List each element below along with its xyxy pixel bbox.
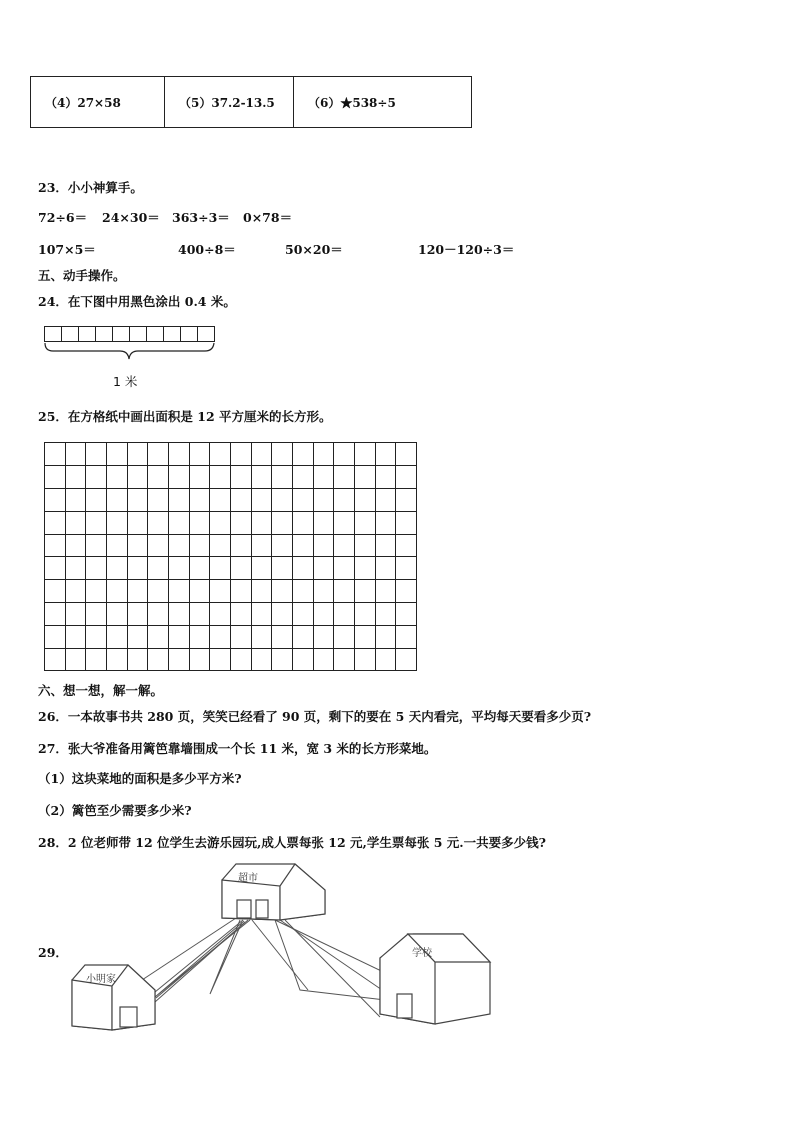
grid-cell[interactable] <box>292 511 313 534</box>
meter-segment[interactable] <box>197 326 215 342</box>
grid-cell[interactable] <box>65 648 86 671</box>
grid-cell[interactable] <box>333 648 354 671</box>
grid-row <box>44 579 416 602</box>
grid-cell[interactable] <box>147 579 168 602</box>
grid-cell[interactable] <box>106 602 127 625</box>
grid-row <box>44 442 416 465</box>
grid-cell[interactable] <box>127 488 148 511</box>
grid-cell[interactable] <box>354 534 375 557</box>
grid-cell[interactable] <box>189 442 210 465</box>
grid-row <box>44 534 416 557</box>
grid-cell[interactable] <box>395 534 416 557</box>
grid-cell[interactable] <box>44 579 65 602</box>
grid-cell[interactable] <box>85 556 106 579</box>
grid-cell[interactable] <box>230 511 251 534</box>
route-map-diagram <box>60 862 500 1042</box>
grid-cell[interactable] <box>127 442 148 465</box>
grid-cell[interactable] <box>271 648 292 671</box>
grid-row <box>44 556 416 579</box>
grid-cell[interactable] <box>147 511 168 534</box>
grid-cell[interactable] <box>85 625 106 648</box>
grid-cell[interactable] <box>65 465 86 488</box>
grid-cell[interactable] <box>313 465 334 488</box>
grid-cell[interactable] <box>106 556 127 579</box>
grid-cell[interactable] <box>375 602 396 625</box>
grid-cell[interactable] <box>375 534 396 557</box>
grid-cell[interactable] <box>44 488 65 511</box>
grid-cell[interactable] <box>106 625 127 648</box>
q28-text: 28．2 位老师带 12 位学生去游乐园玩,成人票每张 12 元,学生票每张 5 元.一共要多少钱? <box>38 835 546 850</box>
grid-cell[interactable] <box>354 602 375 625</box>
grid-cell[interactable] <box>106 534 127 557</box>
grid-row <box>44 648 416 671</box>
q26-text: 26．一本故事书共 280 页，笑笑已经看了 90 页，剩下的要在 5 天内看完，平均每天要看多少页? <box>38 709 592 724</box>
route-line <box>210 920 242 994</box>
grid-cell[interactable] <box>395 556 416 579</box>
supermarket-label: 超市 <box>238 873 258 884</box>
grid-cell[interactable] <box>106 648 127 671</box>
grid-cell[interactable] <box>44 602 65 625</box>
meter-segment[interactable] <box>44 326 62 342</box>
grid-cell[interactable] <box>251 625 272 648</box>
grid-cell[interactable] <box>251 534 272 557</box>
grid-cell[interactable] <box>251 511 272 534</box>
grid-cell[interactable] <box>168 648 189 671</box>
grid-cell[interactable] <box>251 602 272 625</box>
grid-cell[interactable] <box>375 511 396 534</box>
grid-cell[interactable] <box>292 648 313 671</box>
grid-cell[interactable] <box>333 579 354 602</box>
grid-cell[interactable] <box>375 648 396 671</box>
grid-cell[interactable] <box>147 465 168 488</box>
grid-cell[interactable] <box>395 442 416 465</box>
grid-row <box>44 511 416 534</box>
q23-expr-4: 0×78＝ <box>243 210 293 225</box>
grid-cell[interactable] <box>168 579 189 602</box>
grid-cell[interactable] <box>313 556 334 579</box>
school-label: 学校 <box>412 948 432 959</box>
grid-cell[interactable] <box>230 602 251 625</box>
meter-segment[interactable] <box>180 326 198 342</box>
table-cell-4: （4）27×58 <box>31 77 165 128</box>
grid-cell[interactable] <box>354 579 375 602</box>
grid-cell[interactable] <box>271 511 292 534</box>
grid-cell[interactable] <box>271 556 292 579</box>
grid-cell[interactable] <box>168 511 189 534</box>
meter-label: 1 米 <box>113 374 138 389</box>
grid-cell[interactable] <box>189 648 210 671</box>
grid-cell[interactable] <box>209 579 230 602</box>
grid-cell[interactable] <box>189 556 210 579</box>
grid-cell[interactable] <box>230 579 251 602</box>
grid-cell[interactable] <box>44 465 65 488</box>
grid-cell[interactable] <box>230 442 251 465</box>
grid-cell[interactable] <box>375 465 396 488</box>
grid-cell[interactable] <box>271 442 292 465</box>
grid-cell[interactable] <box>189 465 210 488</box>
grid-cell[interactable] <box>65 534 86 557</box>
grid-cell[interactable] <box>127 465 148 488</box>
q23-expr-3: 363÷3＝ <box>172 210 230 225</box>
grid-cell[interactable] <box>209 625 230 648</box>
grid-cell[interactable] <box>313 579 334 602</box>
grid-cell[interactable] <box>333 625 354 648</box>
grid-cell[interactable] <box>251 579 272 602</box>
grid-cell[interactable] <box>313 488 334 511</box>
grid-cell[interactable] <box>168 625 189 648</box>
grid-cell[interactable] <box>230 648 251 671</box>
home-label: 小明家 <box>86 974 116 985</box>
q25-title: 25．在方格纸中画出面积是 12 平方厘米的长方形。 <box>38 409 332 424</box>
grid-row <box>44 625 416 648</box>
q27-sub-1: （1）这块菜地的面积是多少平方米? <box>38 771 242 786</box>
grid-cell[interactable] <box>209 488 230 511</box>
grid-cell[interactable] <box>395 465 416 488</box>
grid-cell[interactable] <box>85 579 106 602</box>
grid-cell[interactable] <box>354 465 375 488</box>
grid-cell[interactable] <box>65 442 86 465</box>
grid-cell[interactable] <box>354 625 375 648</box>
grid-cell[interactable] <box>65 511 86 534</box>
grid-cell[interactable] <box>209 534 230 557</box>
grid-cell[interactable] <box>44 442 65 465</box>
q23-title: 23．小小神算手。 <box>38 180 143 195</box>
grid-cell[interactable] <box>44 534 65 557</box>
grid-cell[interactable] <box>106 465 127 488</box>
section-6-heading: 六、想一想，解一解。 <box>38 683 164 698</box>
grid-cell[interactable] <box>292 488 313 511</box>
route-line <box>142 918 236 980</box>
route-line <box>285 920 380 1017</box>
grid-cell[interactable] <box>251 556 272 579</box>
grid-cell[interactable] <box>375 442 396 465</box>
grid-cell[interactable] <box>85 442 106 465</box>
grid-cell[interactable] <box>375 488 396 511</box>
answer-table <box>30 76 472 128</box>
brace-icon <box>44 342 216 360</box>
grid-cell[interactable] <box>395 625 416 648</box>
grid-row <box>44 602 416 625</box>
grid-cell[interactable] <box>85 465 106 488</box>
grid-cell[interactable] <box>292 579 313 602</box>
grid-cell[interactable] <box>106 488 127 511</box>
grid-cell[interactable] <box>313 648 334 671</box>
grid-cell[interactable] <box>230 465 251 488</box>
grid-cell[interactable] <box>230 556 251 579</box>
route-line <box>252 920 308 990</box>
grid-cell[interactable] <box>209 602 230 625</box>
grid-cell[interactable] <box>147 488 168 511</box>
table-cell-5: （5）37.2-13.5 <box>165 77 294 128</box>
grid-cell[interactable] <box>65 579 86 602</box>
grid-cell[interactable] <box>209 465 230 488</box>
route-line <box>156 920 248 998</box>
meter-segment[interactable] <box>78 326 96 342</box>
grid-cell[interactable] <box>230 625 251 648</box>
grid-cell[interactable] <box>168 465 189 488</box>
grid-cell[interactable] <box>168 556 189 579</box>
table-row <box>31 77 472 128</box>
grid-cell[interactable] <box>209 556 230 579</box>
grid-cell[interactable] <box>147 602 168 625</box>
q23-expr-2: 24×30＝ <box>102 210 160 225</box>
grid-cell[interactable] <box>85 648 106 671</box>
grid-cell[interactable] <box>375 556 396 579</box>
grid-cell[interactable] <box>292 556 313 579</box>
grid-cell[interactable] <box>354 648 375 671</box>
meter-segment[interactable] <box>61 326 79 342</box>
grid-cell[interactable] <box>189 534 210 557</box>
grid-cell[interactable] <box>292 465 313 488</box>
grid-cell[interactable] <box>271 488 292 511</box>
q23-expr-6: 400÷8＝ <box>178 242 236 257</box>
grid-cell[interactable] <box>333 488 354 511</box>
grid-cell[interactable] <box>354 488 375 511</box>
grid-cell[interactable] <box>333 465 354 488</box>
grid-cell[interactable] <box>292 625 313 648</box>
grid-cell[interactable] <box>168 442 189 465</box>
grid-row <box>44 465 416 488</box>
grid-cell[interactable] <box>168 602 189 625</box>
grid-cell[interactable] <box>85 534 106 557</box>
grid-cell[interactable] <box>333 534 354 557</box>
meter-segment[interactable] <box>163 326 181 342</box>
grid-cell[interactable] <box>354 511 375 534</box>
grid-cell[interactable] <box>292 534 313 557</box>
grid-cell[interactable] <box>271 625 292 648</box>
grid-cell[interactable] <box>85 488 106 511</box>
grid-cell[interactable] <box>127 625 148 648</box>
q27-sub-2: （2）篱笆至少需要多少米? <box>38 803 192 818</box>
grid-cell[interactable] <box>395 488 416 511</box>
grid-cell[interactable] <box>313 625 334 648</box>
grid-cell[interactable] <box>44 648 65 671</box>
grid-cell[interactable] <box>271 602 292 625</box>
grid-cell[interactable] <box>271 534 292 557</box>
grid-cell[interactable] <box>147 442 168 465</box>
grid-cell[interactable] <box>85 511 106 534</box>
grid-cell[interactable] <box>209 442 230 465</box>
q27-title: 27．张大爷准备用篱笆靠墙围成一个长 11 米，宽 3 米的长方形菜地。 <box>38 741 437 756</box>
grid-cell[interactable] <box>395 602 416 625</box>
grid-cell[interactable] <box>375 625 396 648</box>
grid-cell[interactable] <box>127 556 148 579</box>
grid-cell[interactable] <box>106 579 127 602</box>
q29-number: 29． <box>38 945 68 960</box>
grid-cell[interactable] <box>292 602 313 625</box>
grid-cell[interactable] <box>230 534 251 557</box>
grid-cell[interactable] <box>354 442 375 465</box>
grid-cell[interactable] <box>189 488 210 511</box>
grid-cell[interactable] <box>85 602 106 625</box>
grid-cell[interactable] <box>168 488 189 511</box>
grid-cell[interactable] <box>313 534 334 557</box>
meter-segment[interactable] <box>146 326 164 342</box>
grid-cell[interactable] <box>209 511 230 534</box>
grid-cell[interactable] <box>147 648 168 671</box>
grid-cell[interactable] <box>251 465 272 488</box>
grid-cell[interactable] <box>271 579 292 602</box>
grid-cell[interactable] <box>189 511 210 534</box>
grid-cell[interactable] <box>65 625 86 648</box>
grid-cell[interactable] <box>333 556 354 579</box>
grid-cell[interactable] <box>251 488 272 511</box>
grid-cell[interactable] <box>127 579 148 602</box>
q24-title: 24．在下图中用黑色涂出 0.4 米。 <box>38 294 236 309</box>
q23-expr-1: 72÷6＝ <box>38 210 88 225</box>
grid-cell[interactable] <box>333 602 354 625</box>
grid-cell[interactable] <box>65 488 86 511</box>
grid-cell[interactable] <box>313 511 334 534</box>
grid-paper[interactable] <box>44 442 417 671</box>
school-house-icon <box>380 934 490 1024</box>
grid-cell[interactable] <box>189 579 210 602</box>
grid-cell[interactable] <box>127 602 148 625</box>
grid-cell[interactable] <box>375 579 396 602</box>
grid-cell[interactable] <box>147 625 168 648</box>
route-line <box>155 920 243 992</box>
grid-cell[interactable] <box>292 442 313 465</box>
q23-expr-5: 107×5＝ <box>38 242 96 257</box>
grid-cell[interactable] <box>251 648 272 671</box>
grid-cell[interactable] <box>147 534 168 557</box>
grid-cell[interactable] <box>189 602 210 625</box>
grid-cell[interactable] <box>189 625 210 648</box>
grid-cell[interactable] <box>106 442 127 465</box>
grid-cell[interactable] <box>209 648 230 671</box>
grid-cell[interactable] <box>44 625 65 648</box>
grid-cell[interactable] <box>395 511 416 534</box>
grid-cell[interactable] <box>230 488 251 511</box>
grid-cell[interactable] <box>168 534 189 557</box>
section-5-heading: 五、动手操作。 <box>38 268 126 283</box>
meter-segment[interactable] <box>95 326 113 342</box>
grid-cell[interactable] <box>106 511 127 534</box>
meter-segment[interactable] <box>112 326 130 342</box>
route-line <box>275 920 385 1000</box>
grid-cell[interactable] <box>127 534 148 557</box>
grid-cell[interactable] <box>44 556 65 579</box>
grid-cell[interactable] <box>271 465 292 488</box>
grid-cell[interactable] <box>395 648 416 671</box>
grid-cell[interactable] <box>354 556 375 579</box>
grid-cell[interactable] <box>333 442 354 465</box>
table-cell-6: （6）★538÷5 <box>294 77 472 128</box>
grid-cell[interactable] <box>65 556 86 579</box>
grid-cell[interactable] <box>395 579 416 602</box>
grid-cell[interactable] <box>333 511 354 534</box>
meter-segment[interactable] <box>129 326 147 342</box>
grid-cell[interactable] <box>127 648 148 671</box>
grid-cell[interactable] <box>65 602 86 625</box>
grid-cell[interactable] <box>313 602 334 625</box>
grid-cell[interactable] <box>313 442 334 465</box>
q23-expr-7: 50×20＝ <box>285 242 343 257</box>
grid-cell[interactable] <box>147 556 168 579</box>
grid-cell[interactable] <box>127 511 148 534</box>
grid-row <box>44 488 416 511</box>
grid-cell[interactable] <box>251 442 272 465</box>
grid-cell[interactable] <box>44 511 65 534</box>
q23-expr-8: 120－120÷3＝ <box>418 242 515 257</box>
